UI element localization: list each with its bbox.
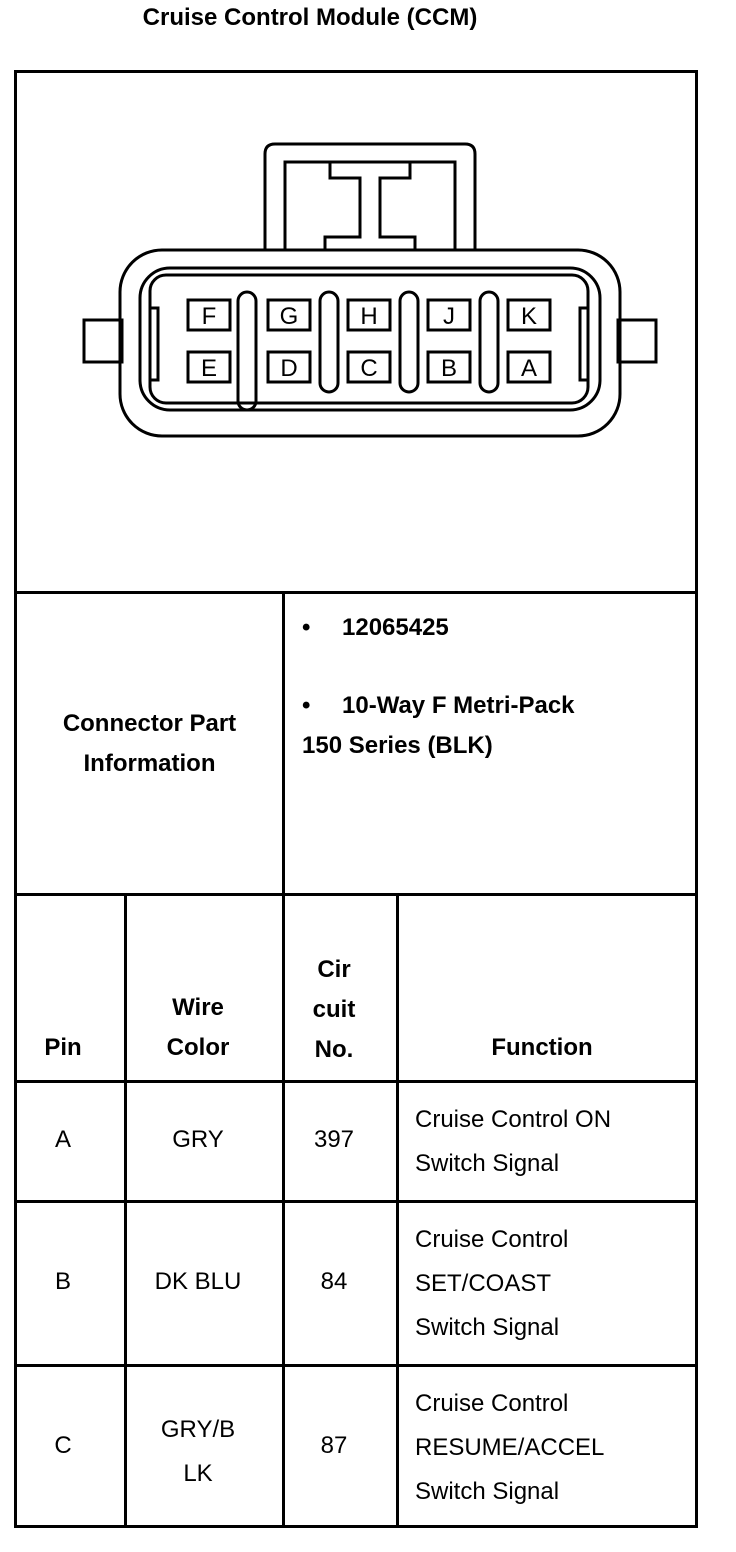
wire-color-line: LK [183,1460,213,1487]
pin-label-top: J [443,303,455,330]
pin-label-top: K [520,303,538,330]
part-info-label-line: Information [83,750,216,777]
page-title: Cruise Control Module (CCM) [142,4,478,31]
table-row-circuit: 87 [320,1432,348,1459]
table-row-function [415,1382,604,1514]
pin-label-bottom: B [440,355,458,382]
pin-label-bottom: C [360,355,378,382]
function-line: Cruise Control [415,1226,569,1253]
bullet-icon: • [302,692,311,719]
divider [14,893,698,896]
table-row-function [415,1098,611,1186]
header-wire-line: Color [166,1034,230,1061]
pin-label-bottom: A [520,355,538,382]
table-row-pin: B [54,1268,71,1295]
table-row-pin: C [54,1432,72,1459]
function-line: Cruise Control ON [415,1106,612,1133]
part-info-label-line: Connector Part [62,710,237,737]
pin-label-top: F [201,303,217,330]
pin-label-top: G [279,303,299,330]
wire-color-line: GRY/B [160,1416,236,1443]
connector-face-diagram [80,140,660,440]
table-row-pin: A [54,1126,71,1153]
table-row-function [415,1218,568,1350]
pin-label-top: H [360,303,378,330]
function-line: RESUME/ACCEL [415,1434,605,1461]
function-line: Switch Signal [415,1150,560,1177]
part-description-line1: 10-Way F Metri-Pack [342,692,575,719]
divider [14,1200,698,1203]
divider [14,1080,698,1083]
pin-label-bottom: D [280,355,298,382]
header-function: Function [491,1034,593,1061]
table-row-wire-color: DK BLU [154,1268,242,1295]
function-line: SET/COAST [415,1270,552,1297]
header-wire-color [127,988,269,1068]
table-row-wire-color [127,1408,269,1496]
part-description-line2: 150 Series (BLK) [302,732,493,759]
header-pin: Pin [44,1034,82,1061]
header-circuit-line: cuit [312,996,356,1023]
part-info-label [17,704,282,784]
table-row-circuit: 84 [320,1268,348,1295]
divider [14,591,698,594]
divider [14,1364,698,1367]
pin-label-bottom: E [200,355,218,382]
part-number: 12065425 [342,614,449,641]
header-circuit-line: No. [314,1036,354,1063]
table-row-wire-color: GRY [172,1126,224,1153]
bullet-icon: • [302,614,311,641]
divider [282,591,285,896]
function-line: Switch Signal [415,1478,560,1505]
function-line: Switch Signal [415,1314,560,1341]
divider [396,893,399,1528]
table-row-circuit: 397 [313,1126,355,1153]
header-circuit-line: Cir [317,956,351,983]
function-line: Cruise Control [415,1390,569,1417]
header-circuit-number [285,950,383,1070]
header-wire-line: Wire [172,994,224,1021]
